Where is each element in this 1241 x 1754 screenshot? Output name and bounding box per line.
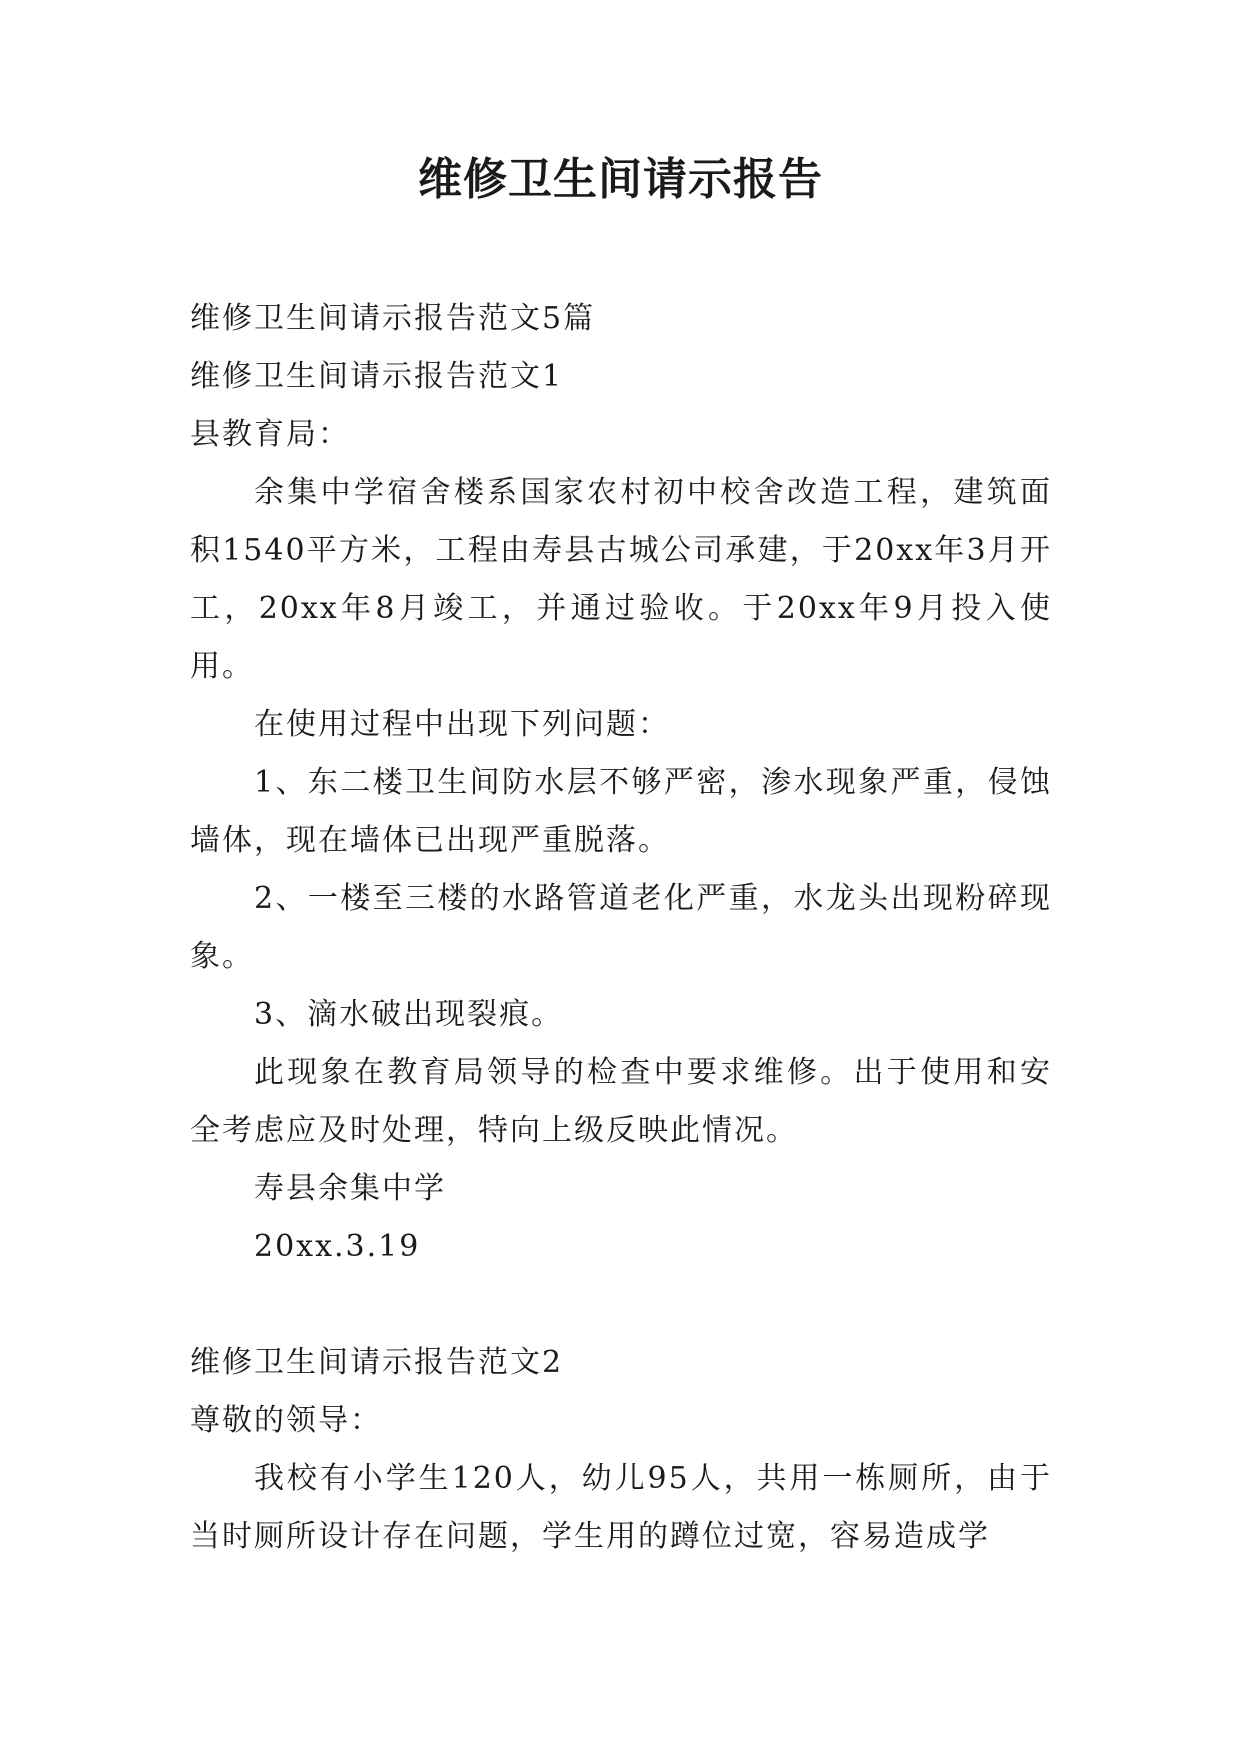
section-spacer: [190, 1276, 1052, 1334]
section1-item-2: 2、一楼至三楼的水路管道老化严重，水龙头出现粉碎现象。: [190, 881, 1052, 974]
document-title: 维修卫生间请示报告: [418, 154, 823, 205]
section1-heading: 维修卫生间请示报告范文1: [190, 359, 564, 394]
section1-addressee: 县教育局：: [190, 417, 350, 452]
section1-signature: 寿县余集中学: [254, 1171, 446, 1206]
collection-heading: 维修卫生间请示报告范文5篇: [190, 301, 596, 336]
section2-addressee: 尊敬的领导：: [190, 1403, 382, 1438]
section1-item-1: 1、东二楼卫生间防水层不够严密，渗水现象严重，侵蚀墙体，现在墙体已出现严重脱落。: [190, 765, 1052, 858]
section1-item-3: 3、滴水破出现裂痕。: [254, 997, 564, 1032]
section1-date: 20xx.3.19: [254, 1229, 421, 1264]
document-body: [190, 290, 1052, 1566]
section2-paragraph-1: 我校有小学生120人，幼儿95人，共用一栋厕所，由于当时厕所设计存在问题，学生用的蹲位过宽，容易造成学: [190, 1461, 1052, 1554]
section1-paragraph-2: 在使用过程中出现下列问题：: [254, 707, 670, 742]
section2-heading: 维修卫生间请示报告范文2: [190, 1345, 564, 1380]
section1-paragraph-3: 此现象在教育局领导的检查中要求维修。出于使用和安全考虑应及时处理，特向上级反映此情况。: [190, 1055, 1052, 1148]
section1-paragraph-1: 余集中学宿舍楼系国家农村初中校舍改造工程，建筑面积1540平方米，工程由寿县古城公司承建，于20xx年3月开工，20xx年8月竣工，并通过验收。于20xx年9月投入使用。: [190, 475, 1052, 684]
